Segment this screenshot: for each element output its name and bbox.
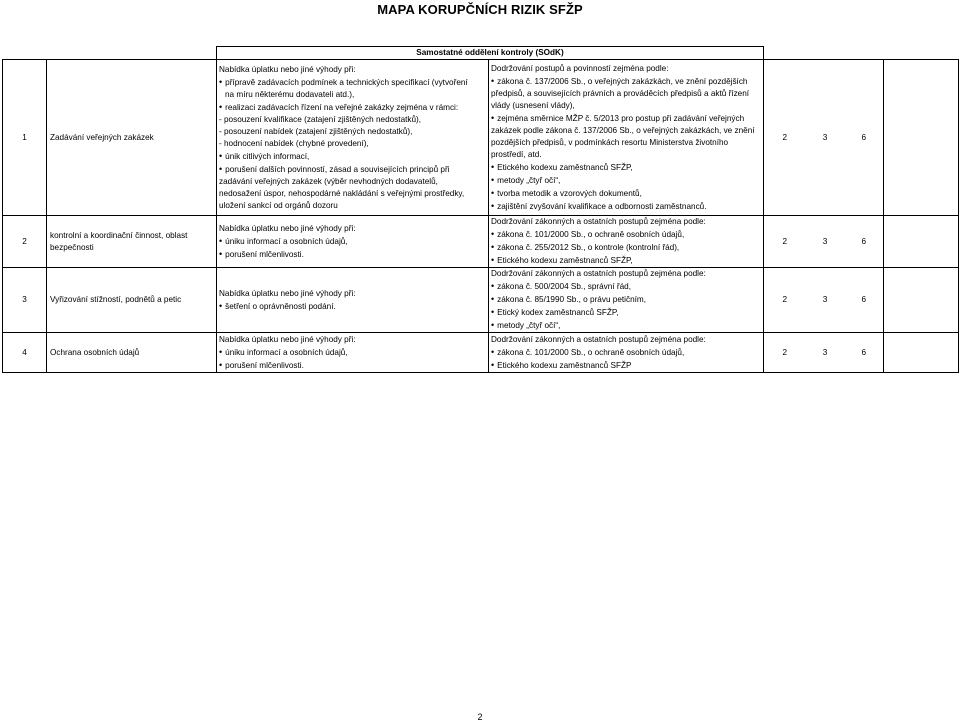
risk-score: 6 xyxy=(845,333,884,373)
control-measures xyxy=(489,333,764,373)
cell-line: • porušení dalších povinností, zásad a souvisejících principů při xyxy=(219,163,486,176)
table-row xyxy=(3,216,959,268)
impact-score: 3 xyxy=(806,216,845,268)
risk-score: 6 xyxy=(845,60,884,216)
department-header: Samostatné oddělení kontroly (SOdK) xyxy=(217,47,764,60)
activity-area: Ochrana osobních údajů xyxy=(47,333,217,373)
cell-line: • zejména směrnice MŽP č. 5/2013 pro postup při zadávání veřejných xyxy=(491,112,761,125)
control-measures xyxy=(489,60,764,216)
cell-line: • úniku informací a osobních údajů, xyxy=(219,346,486,359)
cell-line: • úniku informací a osobních údajů, xyxy=(219,235,486,248)
risk-score: 6 xyxy=(845,268,884,333)
cell-line: - hodnocení nabídek (chybné provedení), xyxy=(219,138,369,148)
cell-line: pozdějších předpisů, v podmínkách resortu Ministerstva životního xyxy=(491,137,729,147)
cell-line: Dodržování postupů a povinností zejména podle: xyxy=(491,63,669,73)
cell-line: na míru některému dodavateli atd.), xyxy=(225,89,355,99)
cell-line: uložení sankcí od orgánů dozoru xyxy=(219,200,338,210)
risk-description xyxy=(217,268,489,333)
cell-line: • Etického kodexu zaměstnanců SFŽP xyxy=(491,359,761,372)
control-measures xyxy=(489,268,764,333)
probability-score: 2 xyxy=(764,216,806,268)
cell-line: prostředí, atd. xyxy=(491,149,542,159)
table-row xyxy=(3,268,959,333)
row-number: 3 xyxy=(3,268,47,333)
cell-line: zadávání veřejných zakázek (výběr nevhodných dodavatelů, xyxy=(219,176,438,186)
probability-score: 2 xyxy=(764,60,806,216)
cell-line: • přípravě zadávacích podmínek a technických specifikací (vytvoření xyxy=(219,76,486,89)
probability-score: 2 xyxy=(764,268,806,333)
table-row xyxy=(3,333,959,373)
cell-line: • únik citlivých informací, xyxy=(219,150,486,163)
cell-line: • zákona č. 101/2000 Sb., o ochraně osobních údajů, xyxy=(491,228,761,241)
row-number: 1 xyxy=(3,60,47,216)
cell-line: • Etický kodex zaměstnanců SFŽP, xyxy=(491,306,761,319)
cell-line: nedosažení úspor, nehospodárné nakládání s veřejnými prostředky, xyxy=(219,188,465,198)
cell-line: Nabídka úplatku nebo jiné výhody při: xyxy=(219,334,356,344)
risk-score: 6 xyxy=(845,216,884,268)
cell-line: • metody „čtyř očí“, xyxy=(491,319,761,332)
cell-line: • metody „čtyř očí“, xyxy=(491,174,761,187)
activity-area: Vyřizování stížností, podnětů a petic xyxy=(47,268,217,333)
risk-description xyxy=(217,333,489,373)
row-number: 4 xyxy=(3,333,47,373)
risk-description xyxy=(217,60,489,216)
cell-line: • porušení mlčenlivosti. xyxy=(219,359,486,372)
cell-line: Dodržování zákonných a ostatních postupů zejména podle: xyxy=(491,334,706,344)
cell-line: předpisů, a souvisejících právních a prováděcích předpisů a aktů řízení xyxy=(491,88,750,98)
activity-area: kontrolní a koordinační činnost, oblast bezpečnosti xyxy=(47,216,217,268)
cell-line: zakázek podle zákona č. 137/2006 Sb., o veřejných zakázkách, ve znění xyxy=(491,125,755,135)
row-number: 2 xyxy=(3,216,47,268)
cell-line: • zákona č. 500/2004 Sb., správní řád, xyxy=(491,280,761,293)
risk-description xyxy=(217,216,489,268)
cell-line: • šetření o oprávněnosti podání. xyxy=(219,300,486,313)
cell-line: • zákona č. 255/2012 Sb., o kontrole (kontrolní řád), xyxy=(491,241,761,254)
cell-line: • tvorba metodik a vzorových dokumentů, xyxy=(491,187,761,200)
cell-line: • zákona č. 137/2006 Sb., o veřejných zakázkách, ve znění pozdějších xyxy=(491,75,761,88)
impact-score: 3 xyxy=(806,333,845,373)
cell-line: Nabídka úplatku nebo jiné výhody při: xyxy=(219,64,356,74)
cell-line: • porušení mlčenlivosti. xyxy=(219,248,486,261)
activity-area: Zadávání veřejných zakázek xyxy=(47,60,217,216)
cell-line: Dodržování zákonných a ostatních postupů zejména podle: xyxy=(491,269,706,278)
cell-line: • Etického kodexu zaměstnanců SFŽP, xyxy=(491,161,761,174)
cell-line: Dodržování zákonných a ostatních postupů zejména podle: xyxy=(491,217,706,226)
cell-line: - posouzení nabídek (zatajení zjištěných nedostatků), xyxy=(219,126,413,136)
table-row xyxy=(3,60,959,216)
page-number: 2 xyxy=(477,712,483,722)
page-title: MAPA KORUPČNÍCH RIZIK SFŽP xyxy=(377,2,583,17)
probability-score: 2 xyxy=(764,333,806,373)
cell-line: • zákona č. 101/2000 Sb., o ochraně osobních údajů, xyxy=(491,346,761,359)
corruption-risk-table xyxy=(2,46,959,373)
cell-line: Nabídka úplatku nebo jiné výhody při: xyxy=(219,223,356,233)
impact-score: 3 xyxy=(806,60,845,216)
cell-line: - posouzení kvalifikace (zatajení zjištěných nedostatků), xyxy=(219,114,422,124)
cell-line: • realizaci zadávacích řízení na veřejné zakázky zejména v rámci: xyxy=(219,101,486,114)
cell-line: • zákona č. 85/1990 Sb., o právu petičním, xyxy=(491,293,761,306)
cell-line: • zajištění zvyšování kvalifikace a odbornosti zaměstnanců. xyxy=(491,200,761,213)
control-measures xyxy=(489,216,764,268)
impact-score: 3 xyxy=(806,268,845,333)
cell-line: vlády (usnesení vlády), xyxy=(491,100,575,110)
cell-line: • Etického kodexu zaměstnanců SFŽP, xyxy=(491,254,761,267)
cell-line: Nabídka úplatku nebo jiné výhody při: xyxy=(219,288,356,298)
